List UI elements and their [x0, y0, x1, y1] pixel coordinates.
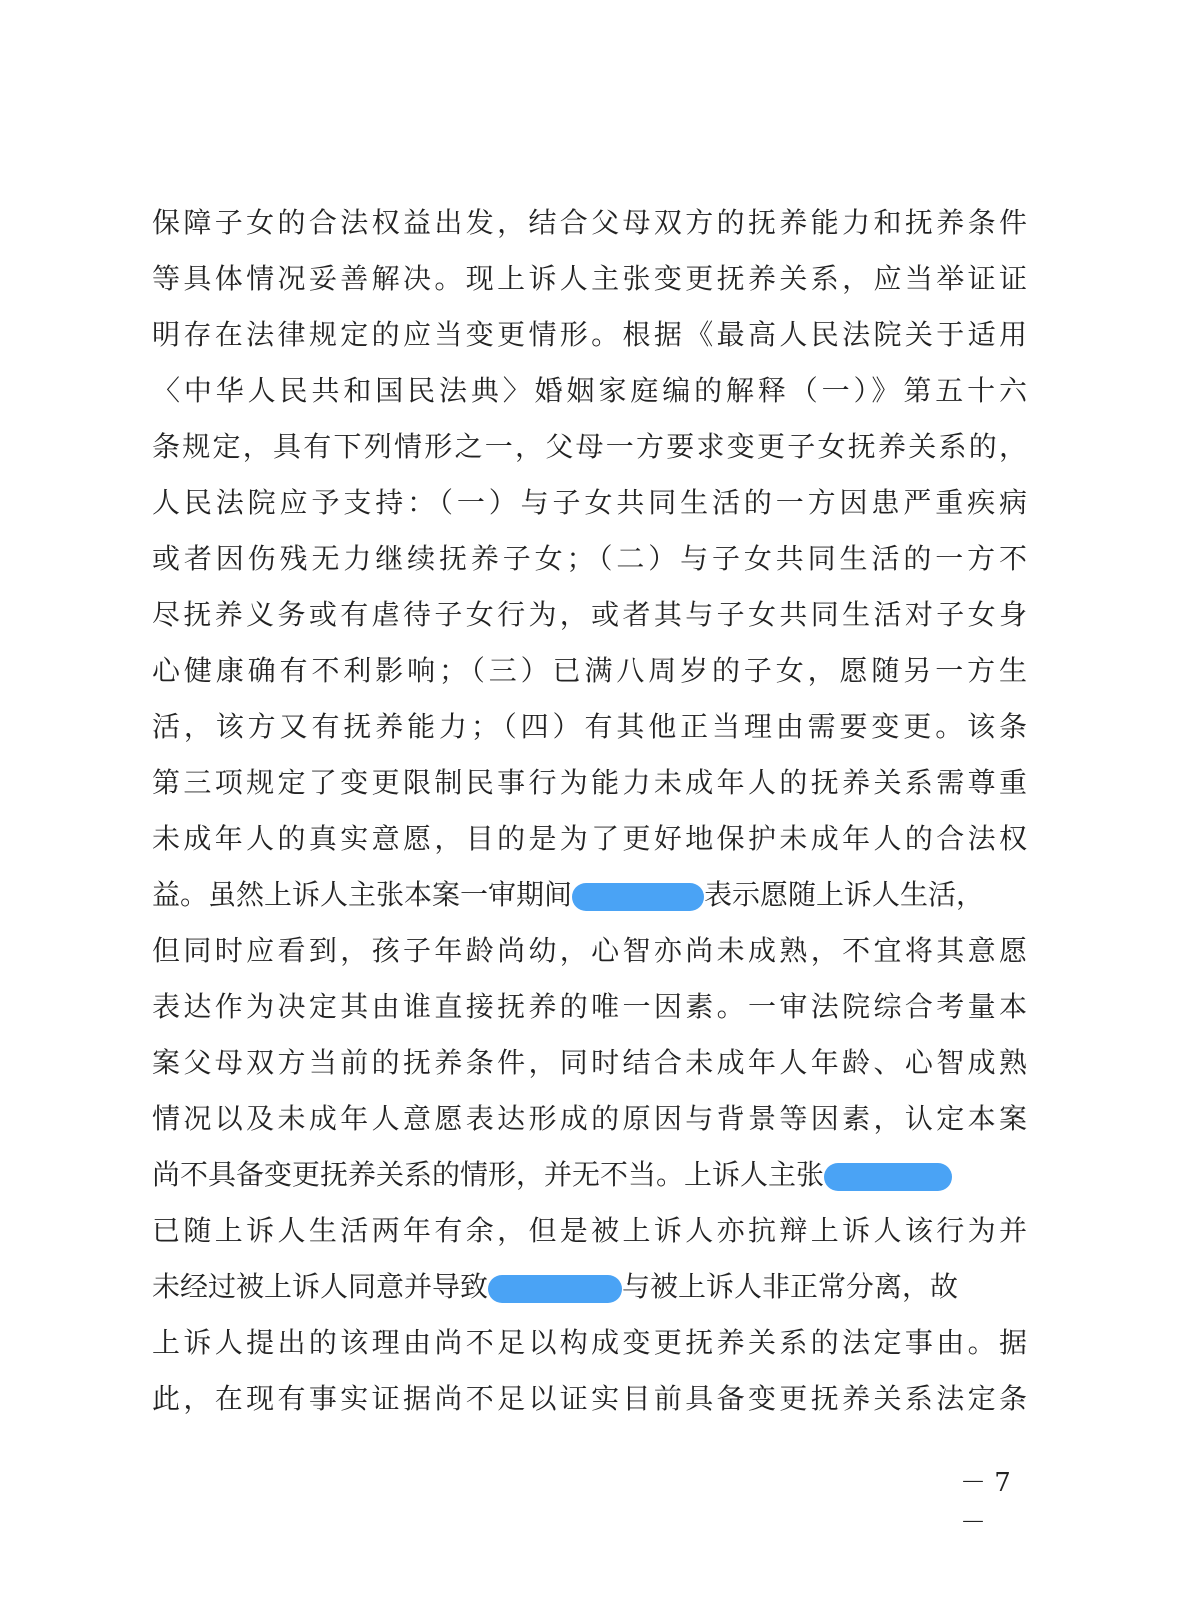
- text-line: 明存在法律规定的应当变更情形。根据《最高人民法院关于适用: [152, 318, 1027, 351]
- text-line: 心健康确有不利影响；（三）已满八周岁的子女，愿随另一方生: [152, 654, 1027, 687]
- page-number: － 7 －: [960, 1468, 1011, 1538]
- text-line: 条规定，具有下列情形之一，父母一方要求变更子女抚养关系的，: [152, 430, 1027, 463]
- text-line: 未成年人的真实意愿，目的是为了更好地保护未成年人的合法权: [152, 822, 1027, 855]
- text-line: 尽抚养义务或有虐待子女行为，或者其与子女共同生活对子女身: [152, 598, 1027, 631]
- text-line: 等具体情况妥善解决。现上诉人主张变更抚养关系，应当举证证: [152, 262, 1027, 295]
- text-line-with-redaction: [152, 1146, 1027, 1204]
- text-line: 但同时应看到，孩子年龄尚幼，心智亦尚未成熟，不宜将其意愿: [152, 934, 1027, 967]
- text-line: 此，在现有事实证据尚不足以证实目前具备变更抚养关系法定条: [152, 1382, 1027, 1415]
- redaction-mark: [824, 1163, 952, 1191]
- text-line: 案父母双方当前的抚养条件，同时结合未成年人年龄、心智成熟: [152, 1046, 1027, 1079]
- text-line-with-redaction: [152, 866, 1027, 924]
- text-line: 活，该方又有抚养能力；（四）有其他正当理由需要变更。该条: [152, 710, 1027, 743]
- text-line: 表达作为决定其由谁直接抚养的唯一因素。一审法院综合考量本: [152, 990, 1027, 1023]
- text-line: 〈中华人民共和国民法典〉婚姻家庭编的解释（一）》第五十六: [152, 374, 1027, 407]
- text-segment: 与被上诉人非正常分离，故: [622, 1270, 959, 1303]
- text-line-with-redaction: [152, 1258, 1027, 1316]
- text-line: 情况以及未成年人意愿表达形成的原因与背景等因素，认定本案: [152, 1102, 1027, 1135]
- redaction-mark: [572, 883, 704, 911]
- text-line: 保障子女的合法权益出发，结合父母双方的抚养能力和抚养条件: [152, 206, 1027, 239]
- text-line: 上诉人提出的该理由尚不足以构成变更抚养关系的法定事由。据: [152, 1326, 1027, 1359]
- text-line: 第三项规定了变更限制民事行为能力未成年人的抚养关系需尊重: [152, 766, 1027, 799]
- text-line: 已随上诉人生活两年有余，但是被上诉人亦抗辩上诉人该行为并: [152, 1214, 1027, 1247]
- text-segment: 表示愿随上诉人生活，: [704, 878, 985, 911]
- text-line: 人民法院应予支持：（一）与子女共同生活的一方因患严重疾病: [152, 486, 1027, 519]
- redaction-mark: [488, 1275, 622, 1303]
- text-line: 或者因伤残无力继续抚养子女；（二）与子女共同生活的一方不: [152, 542, 1027, 575]
- text-segment: 未经过被上诉人同意并导致: [152, 1270, 489, 1303]
- text-segment: 尚不具备变更抚养关系的情形，并无不当。上诉人主张: [152, 1158, 825, 1191]
- text-segment: 益。虽然上诉人主张本案一审期间: [152, 878, 573, 911]
